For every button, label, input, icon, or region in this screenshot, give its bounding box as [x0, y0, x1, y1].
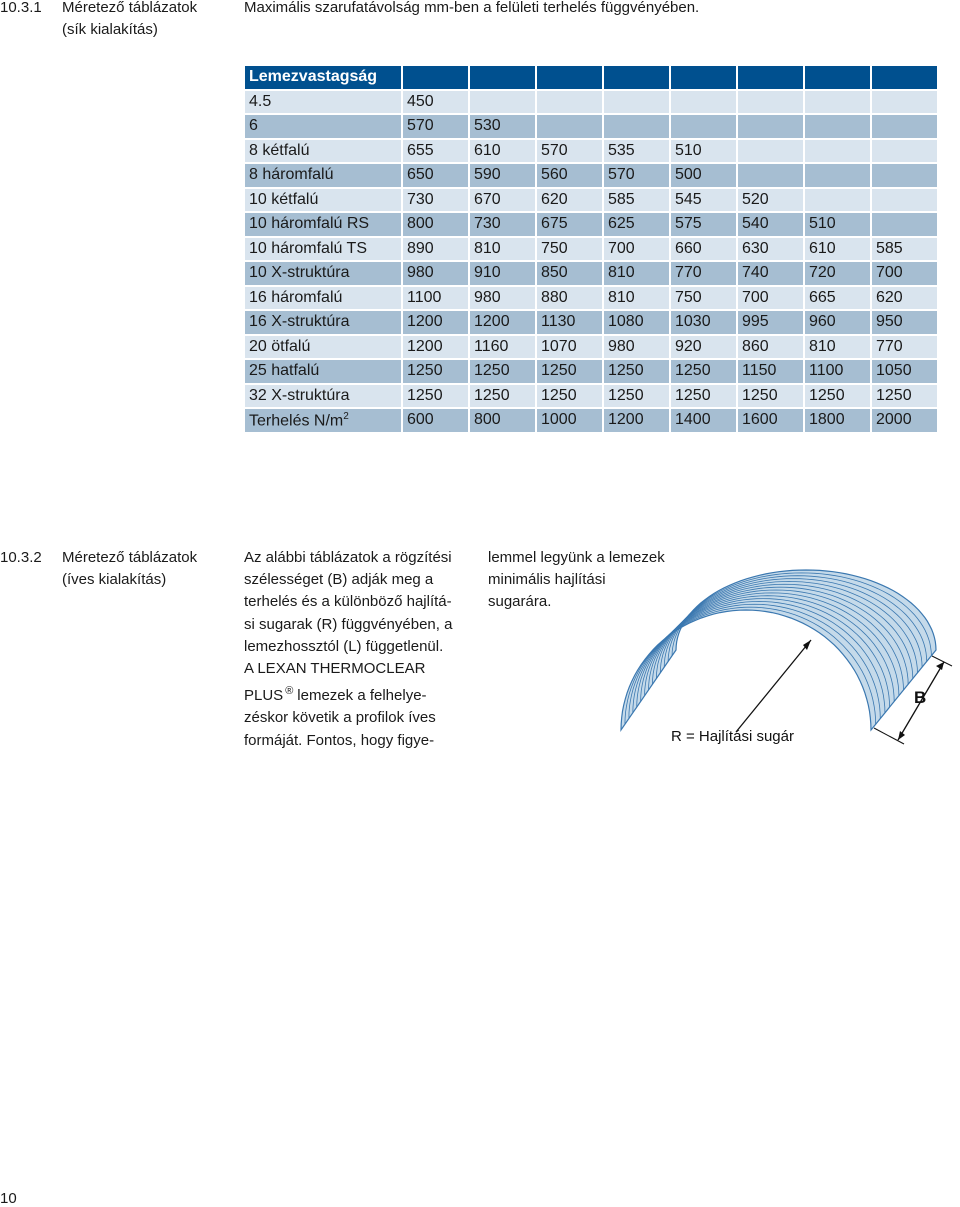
- table-row: [245, 115, 937, 138]
- table-cell: 1250: [403, 360, 468, 383]
- table-cell: 1100: [403, 287, 468, 310]
- table-cell-empty: [805, 115, 870, 138]
- table-cell: 880: [537, 287, 602, 310]
- table-cell: 535: [604, 140, 669, 163]
- table-cell-empty: [738, 164, 803, 187]
- section-title-line: (íves kialakítás): [62, 571, 167, 588]
- table-row: [245, 360, 937, 383]
- table-cell: 1200: [403, 336, 468, 359]
- table-cell: 1250: [738, 385, 803, 408]
- table-row: [245, 164, 937, 187]
- load-label-text: Terhelés N/m: [249, 411, 344, 429]
- table-cell: 675: [537, 213, 602, 236]
- load-label: [245, 409, 401, 432]
- table-header-cell: [470, 66, 535, 89]
- table-row-load: [245, 409, 937, 432]
- table-cell: 610: [805, 238, 870, 261]
- table-cell: 1160: [470, 336, 535, 359]
- table-cell-empty: [671, 115, 736, 138]
- table-cell-empty: [872, 189, 937, 212]
- table-cell: 650: [403, 164, 468, 187]
- table-cell-empty: [805, 91, 870, 114]
- table-cell: 1130: [537, 311, 602, 334]
- radius-arrow: [736, 640, 811, 732]
- table-header: Lemezvastagság: [245, 66, 401, 89]
- table-cell: 810: [604, 287, 669, 310]
- table-cell: 770: [671, 262, 736, 285]
- load-value: 600: [403, 409, 468, 432]
- table-header-cell: [805, 66, 870, 89]
- table-cell: 980: [470, 287, 535, 310]
- table-cell: 510: [805, 213, 870, 236]
- table-cell-empty: [805, 164, 870, 187]
- text-line: lemmel legyünk a lemezek: [488, 549, 665, 566]
- load-value: 1600: [738, 409, 803, 432]
- table-cell: 585: [872, 238, 937, 261]
- section-number: 10.3.1: [0, 0, 42, 16]
- curved-sheet-diagram: [606, 560, 960, 755]
- table-cell: 810: [470, 238, 535, 261]
- table-row: [245, 311, 937, 334]
- table-cell-empty: [872, 213, 937, 236]
- table-cell: 810: [805, 336, 870, 359]
- text-line: lemezhossztól (L) függetlenül.: [244, 637, 444, 655]
- table-cell: 625: [604, 213, 669, 236]
- table-cell-empty: [537, 91, 602, 114]
- text-fragment: lemezek a felhelye-: [297, 687, 427, 705]
- table-cell: 1250: [403, 385, 468, 408]
- table-cell: 700: [604, 238, 669, 261]
- text-line: Az alábbi táblázatok a rögzítési: [244, 549, 452, 566]
- page-number: 10: [0, 1190, 17, 1207]
- table-cell: 655: [403, 140, 468, 163]
- table-cell: 530: [470, 115, 535, 138]
- table-cell: 520: [738, 189, 803, 212]
- table-cell: 660: [671, 238, 736, 261]
- table-cell: 545: [671, 189, 736, 212]
- row-label: 8 kétfalú: [245, 140, 401, 163]
- table-cell: 620: [872, 287, 937, 310]
- text-line: zéskor követik a profilok íves: [244, 709, 436, 727]
- load-value: 1800: [805, 409, 870, 432]
- row-label: 8 háromfalú: [245, 164, 401, 187]
- table-cell-empty: [872, 91, 937, 114]
- table-cell-empty: [872, 164, 937, 187]
- row-label: 4.5: [245, 91, 401, 114]
- table-cell: 585: [604, 189, 669, 212]
- load-value: 800: [470, 409, 535, 432]
- table-cell-empty: [604, 91, 669, 114]
- section-title-line: (sík kialakítás): [62, 21, 158, 38]
- row-label: 10 háromfalú RS: [245, 213, 401, 236]
- table-cell: 750: [537, 238, 602, 261]
- table-cell: 1080: [604, 311, 669, 334]
- text-line: szélességet (B) adják meg a: [244, 571, 434, 589]
- table-cell: 995: [738, 311, 803, 334]
- table-cell-empty: [738, 115, 803, 138]
- text-line: terhelés és a különböző hajlítá-: [244, 593, 452, 611]
- width-label: B: [914, 688, 927, 707]
- table-cell: 1250: [805, 385, 870, 408]
- table-cell: 1250: [604, 385, 669, 408]
- table-cell: 540: [738, 213, 803, 236]
- width-arrowhead-bottom: [898, 731, 905, 740]
- table-cell: 850: [537, 262, 602, 285]
- table-header-cell: [738, 66, 803, 89]
- table-cell: 1250: [537, 360, 602, 383]
- row-label: 16 háromfalú: [245, 287, 401, 310]
- table-cell: 1250: [470, 385, 535, 408]
- text-line: [244, 680, 452, 707]
- load-label-superscript: 2: [343, 410, 349, 422]
- table-cell: 700: [872, 262, 937, 285]
- table-cell: 770: [872, 336, 937, 359]
- registered-mark: ®: [285, 685, 294, 698]
- table-cell: 620: [537, 189, 602, 212]
- table-cell: 1250: [872, 385, 937, 408]
- table-cell: 1250: [604, 360, 669, 383]
- row-label: 10 kétfalú: [245, 189, 401, 212]
- row-label: 25 hatfalú: [245, 360, 401, 383]
- load-value: 1400: [671, 409, 736, 432]
- table-cell: 1030: [671, 311, 736, 334]
- table-cell: 720: [805, 262, 870, 285]
- row-label: 10 háromfalú TS: [245, 238, 401, 261]
- table-cell-empty: [805, 189, 870, 212]
- table-cell: 510: [671, 140, 736, 163]
- table-cell: 750: [671, 287, 736, 310]
- row-label: 10 X-struktúra: [245, 262, 401, 285]
- text-fragment: PLUS: [244, 687, 284, 705]
- table-cell: 560: [537, 164, 602, 187]
- text-line: formáját. Fontos, hogy figye-: [244, 731, 435, 749]
- table-header-cell: [403, 66, 468, 89]
- table-row: [245, 189, 937, 212]
- table-cell-empty: [805, 140, 870, 163]
- load-value: 1200: [604, 409, 669, 432]
- table-cell: 1250: [537, 385, 602, 408]
- curved-sheet: [621, 570, 936, 730]
- table-cell: 1150: [738, 360, 803, 383]
- row-label: 6: [245, 115, 401, 138]
- table-cell-empty: [738, 140, 803, 163]
- table-cell: 630: [738, 238, 803, 261]
- section-title-line: Méretező táblázatok: [62, 549, 198, 566]
- table-row: [245, 140, 937, 163]
- table-cell: 960: [805, 311, 870, 334]
- table-row: [245, 238, 937, 261]
- table-cell: 730: [403, 189, 468, 212]
- table-cell: 570: [537, 140, 602, 163]
- table-cell: 890: [403, 238, 468, 261]
- table-cell: 1250: [671, 360, 736, 383]
- section-number: 10.3.2: [0, 549, 42, 566]
- row-label: 20 ötfalú: [245, 336, 401, 359]
- span-table: [243, 64, 939, 434]
- table-row: [245, 262, 937, 285]
- radius-label: R = Hajlítási sugár: [671, 728, 794, 745]
- table-cell: 575: [671, 213, 736, 236]
- table-cell-empty: [470, 91, 535, 114]
- table-row: [245, 287, 937, 310]
- table-header-cell: [671, 66, 736, 89]
- section-title: [62, 0, 197, 41]
- row-label: 32 X-struktúra: [245, 385, 401, 408]
- text-line: minimális hajlítási: [488, 571, 606, 589]
- table-cell-empty: [872, 140, 937, 163]
- table-cell: 450: [403, 91, 468, 114]
- table-row: [245, 213, 937, 236]
- table-cell: 1250: [470, 360, 535, 383]
- table-cell-empty: [738, 91, 803, 114]
- table-cell: 980: [403, 262, 468, 285]
- table-cell: 800: [403, 213, 468, 236]
- table-row: [245, 91, 937, 114]
- body-text-column-1: [244, 547, 452, 752]
- table-row: [245, 385, 937, 408]
- table-cell: 570: [604, 164, 669, 187]
- load-value: 2000: [872, 409, 937, 432]
- table-row: [245, 336, 937, 359]
- table-cell: 1250: [671, 385, 736, 408]
- table-cell: 1070: [537, 336, 602, 359]
- table-cell: 730: [470, 213, 535, 236]
- table-cell: 1200: [403, 311, 468, 334]
- table-cell: 740: [738, 262, 803, 285]
- table-cell: 810: [604, 262, 669, 285]
- text-line: si sugarak (R) függvényében, a: [244, 615, 453, 633]
- section-title-line: Méretező táblázatok: [62, 0, 198, 16]
- text-line: sugarára.: [488, 593, 552, 611]
- table-cell: 610: [470, 140, 535, 163]
- table-cell: 920: [671, 336, 736, 359]
- table-header-cell: [604, 66, 669, 89]
- table-cell: 950: [872, 311, 937, 334]
- table-cell: 665: [805, 287, 870, 310]
- table-cell-empty: [604, 115, 669, 138]
- table-cell-empty: [872, 115, 937, 138]
- table-cell-empty: [671, 91, 736, 114]
- text-line: A LEXAN THERMOCLEAR: [244, 660, 426, 678]
- table-cell: 1050: [872, 360, 937, 383]
- table-cell: 590: [470, 164, 535, 187]
- table-cell: 700: [738, 287, 803, 310]
- table-cell: 500: [671, 164, 736, 187]
- table-cell-empty: [537, 115, 602, 138]
- table-cell: 860: [738, 336, 803, 359]
- table-header-cell: [872, 66, 937, 89]
- section-title: [62, 547, 197, 591]
- table-cell: 910: [470, 262, 535, 285]
- table-header-cell: [537, 66, 602, 89]
- load-value: 1000: [537, 409, 602, 432]
- table-cell: 980: [604, 336, 669, 359]
- table-cell: 570: [403, 115, 468, 138]
- row-label: 16 X-struktúra: [245, 311, 401, 334]
- table-cell: 1100: [805, 360, 870, 383]
- table-cell: 670: [470, 189, 535, 212]
- table-caption: Maximális szarufatávolság mm-ben a felületi terhelés függvényében.: [244, 0, 700, 16]
- table-cell: 1200: [470, 311, 535, 334]
